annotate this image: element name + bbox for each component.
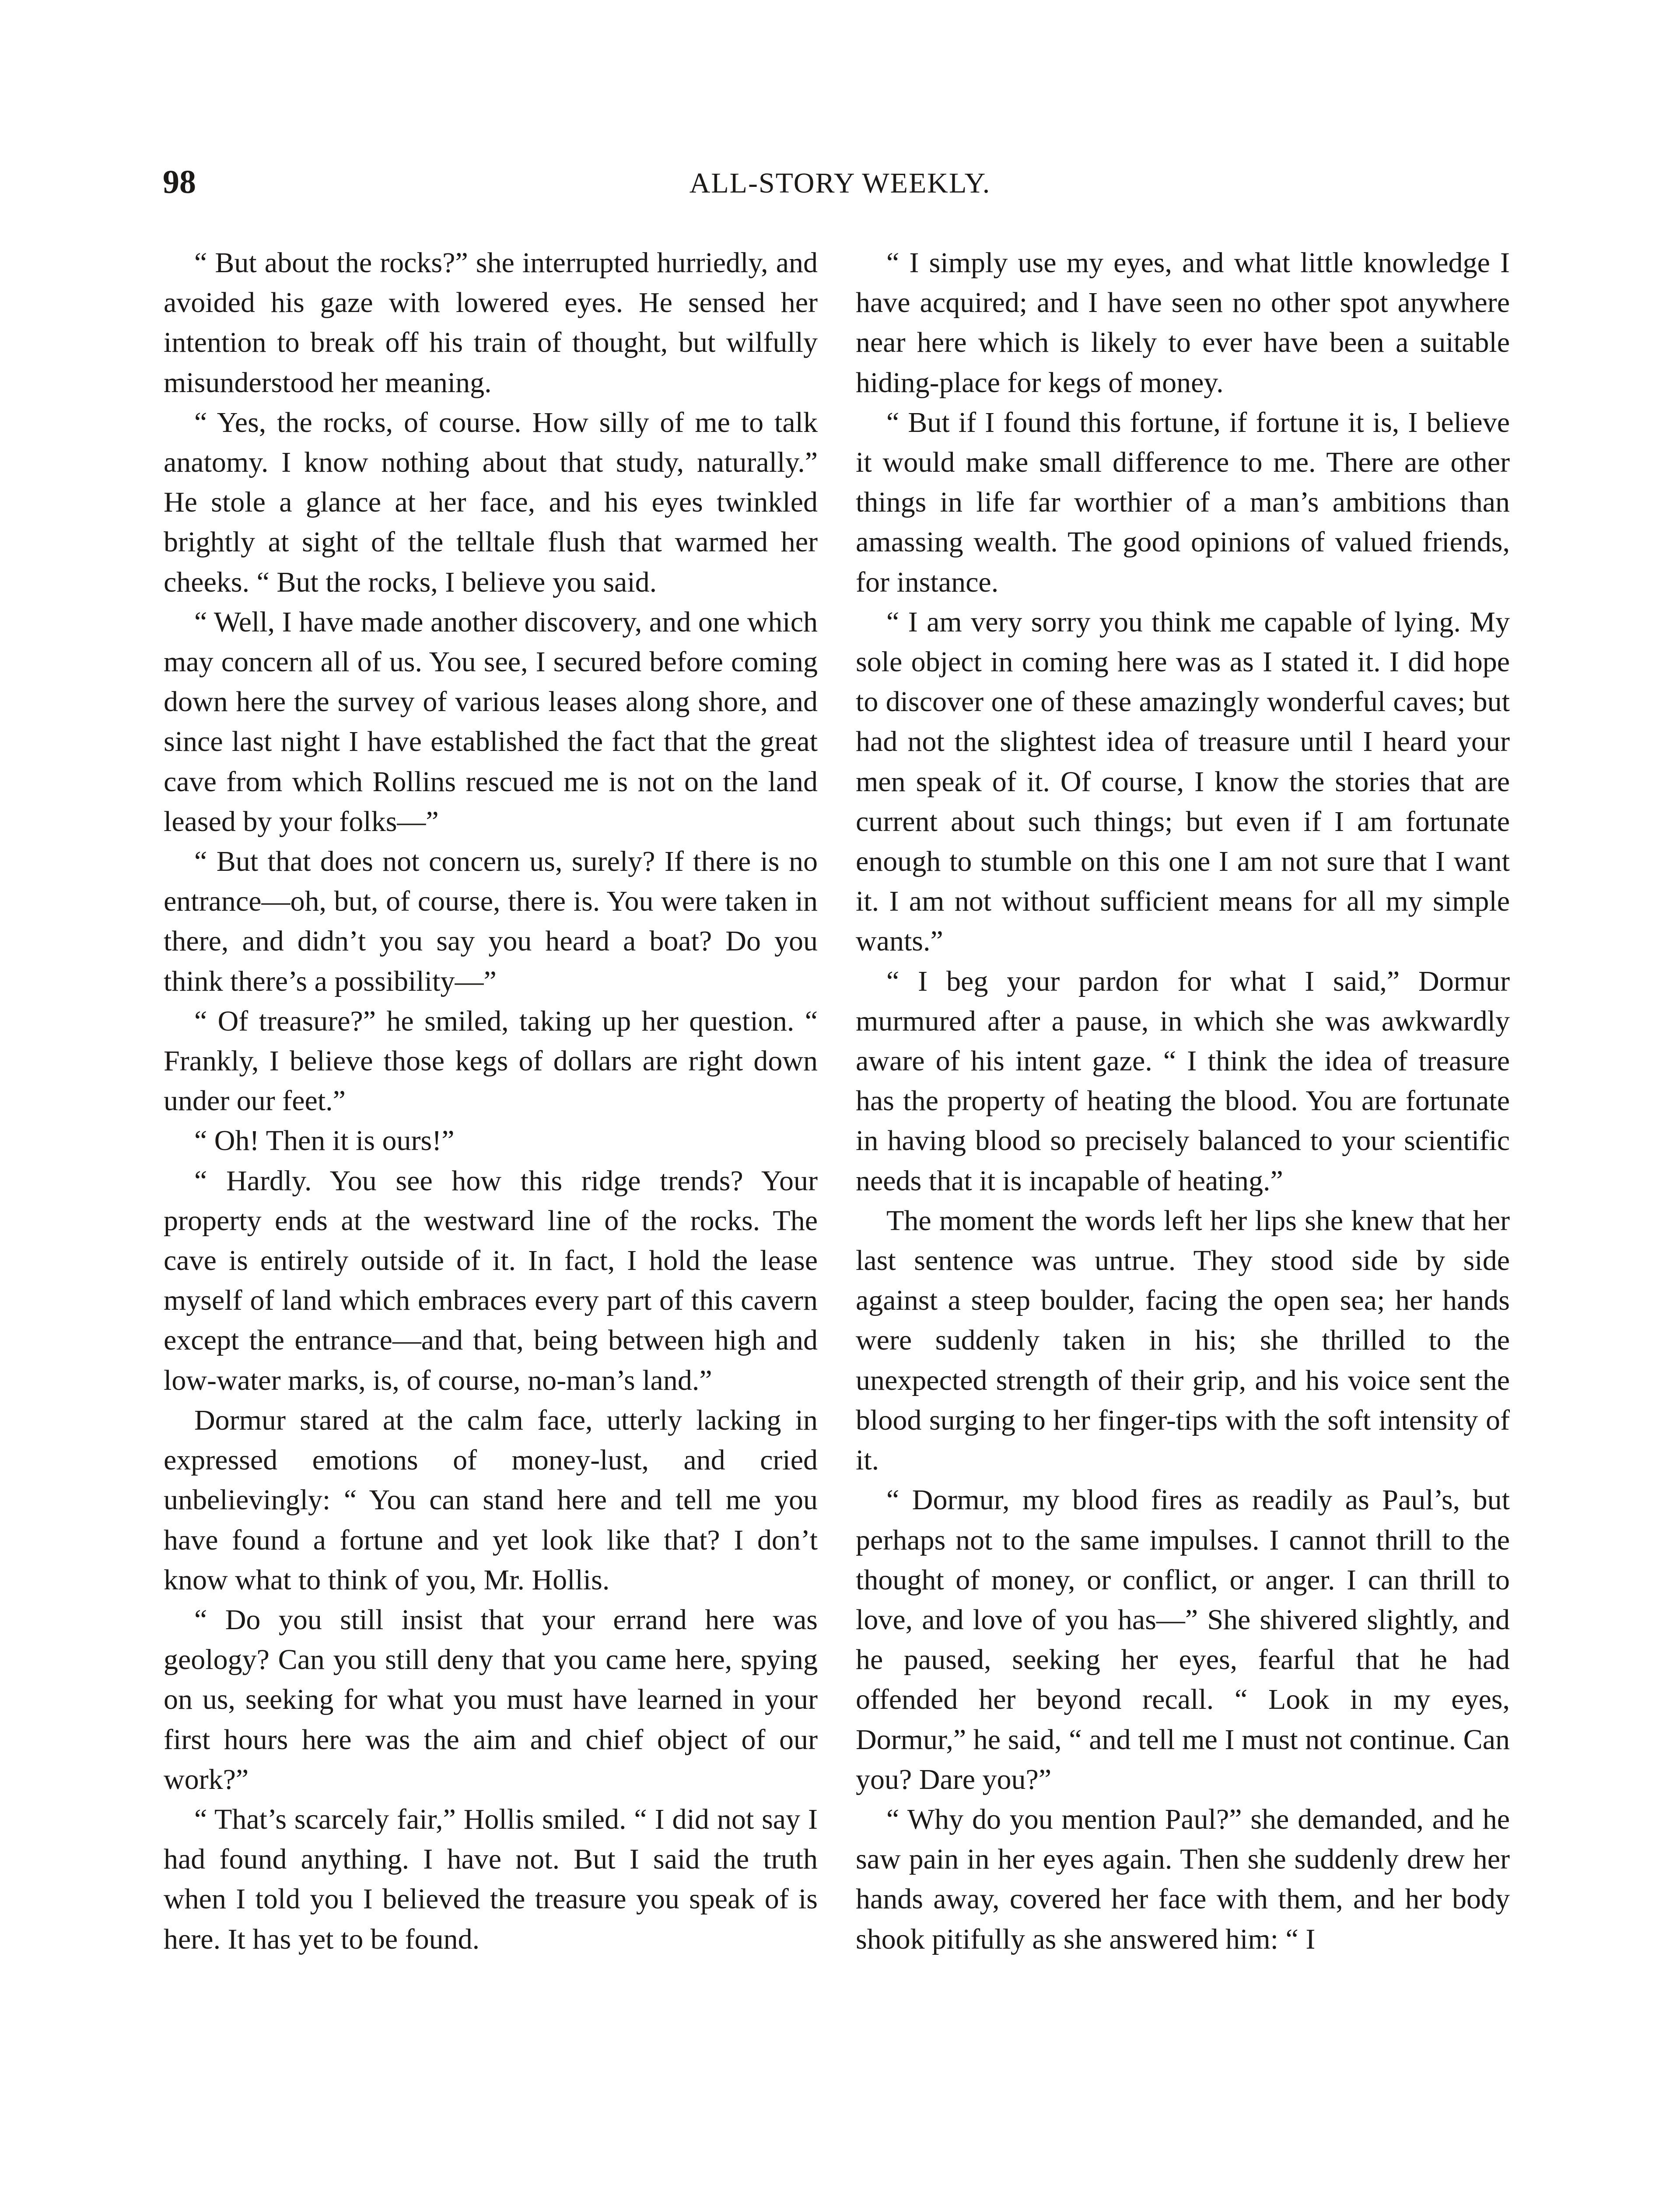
paragraph: “ But if I found this fortune, if fortune it is, I believe it would make small difference to me. There are other things in life far worthier of a man’s ambitions than amassing wealth. The good opinions of valued friends, for instance. (856, 406, 1510, 598)
left-column (164, 243, 818, 1959)
paragraph: Dormur stared at the calm face, utterly lacking in expressed emotions of money-lust, and cried unbelievingly: “ You can stand here and tell me you have found a fortune and yet look like that? I don’t know what to think of you, Mr. Hollis. (164, 1404, 818, 1596)
paragraph: “ I am very sorry you think me capable of lying. My sole object in coming here was as I stated it. I did hope to discover one of these amazingly wonderful caves; but had not the slightest idea of treasure until I heard your men speak of it. Of course, I know the stories that are current about such things; but even if I am fortunate enough to stumble on this one I am not sure that I want it. I am not without sufficient means for all my simple wants.” (856, 606, 1510, 957)
paragraph: “ But that does not concern us, surely? If there is no entrance—oh, but, of course, there is. You were taken in there, and didn’t you say you heard a boat? Do you think there’s a possibility—” (164, 845, 818, 997)
page-number: 98 (163, 164, 196, 200)
paragraph: “ Well, I have made another discovery, and one which may concern all of us. You see, I secured before coming down here the survey of various leases along shore, and since last night I have established the fact that the great cave from which Rollins rescued me is not on the land leased by your folks—” (164, 606, 818, 838)
paragraph: “ Yes, the rocks, of course. How silly of me to talk anatomy. I know nothing about that study, naturally.” He stole a glance at her face, and his eyes twinkled brightly at sight of the telltale flush that warmed her cheeks. “ But the rocks, I believe you said. (164, 406, 818, 598)
paragraph: “ Why do you mention Paul?” she demanded, and he saw pain in her eyes again. Then she suddenly drew her hands away, covered her face with them, and her body shook pitifully as she answered him: “ I (856, 1803, 1510, 1955)
paragraph: “ I beg your pardon for what I said,” Dormur murmured after a pause, in which she was awkwardly aware of his intent gaze. “ I think the idea of treasure has the property of heating the blood. You are fortunate in having blood so precisely balanced to your scientific needs that it is incapable of heating.” (856, 965, 1510, 1197)
paragraph: “ Do you still insist that your errand here was geology? Can you still deny that you came here, spying on us, seeking for what you must have learned in your first hours here was the aim and chief object of our work?” (164, 1603, 818, 1795)
paragraph: “ Dormur, my blood fires as readily as Paul’s, but perhaps not to the same impulses. I cannot thrill to the thought of money, or conflict, or anger. I can thrill to love, and love of you has—” She shivered slightly, and he paused, seeking her eyes, fearful that he had offended her beyond recall. “ Look in my eyes, Dormur,” he said, “ and tell me I must not continue. Can you? Dare you?” (856, 1484, 1510, 1795)
running-head: ALL-STORY WEEKLY. (689, 167, 991, 199)
paragraph: The moment the words left her lips she knew that her last sentence was untrue. They stood side by side against a steep boulder, facing the open sea; her hands were suddenly taken in his; she thrilled to the unexpected strength of their grip, and his voice sent the blood surging to her finger-tips with the soft intensity of it. (856, 1204, 1510, 1476)
paragraph: “ That’s scarcely fair,” Hollis smiled. “ I did not say I had found anything. I have not. But I said the truth when I told you I believed the treasure you speak of is here. It has yet to be found. (164, 1803, 818, 1955)
right-column (856, 243, 1510, 1959)
paragraph: “ Oh! Then it is ours!” (194, 1125, 455, 1157)
paragraph: “ Of treasure?” he smiled, taking up her question. “ Frankly, I believe those kegs of dollars are right down under our feet.” (164, 1005, 818, 1117)
paragraph: “ I simply use my eyes, and what little knowledge I have acquired; and I have seen no other spot anywhere near here which is likely to ever have been a suitable hiding-place for kegs of money. (856, 247, 1510, 399)
paragraph: “ Hardly. You see how this ridge trends? Your property ends at the westward line of the rocks. The cave is entirely outside of it. In fact, I hold the lease myself of land which embraces every part of this cavern except the entrance—and that, being between high and low-water marks, is, of course, no-man’s land.” (164, 1164, 818, 1396)
paragraph: “ But about the rocks?” she interrupted hurriedly, and avoided his gaze with lowered eyes. He sensed her intention to break off his train of thought, but wilfully misunderstood her meaning. (164, 247, 818, 399)
